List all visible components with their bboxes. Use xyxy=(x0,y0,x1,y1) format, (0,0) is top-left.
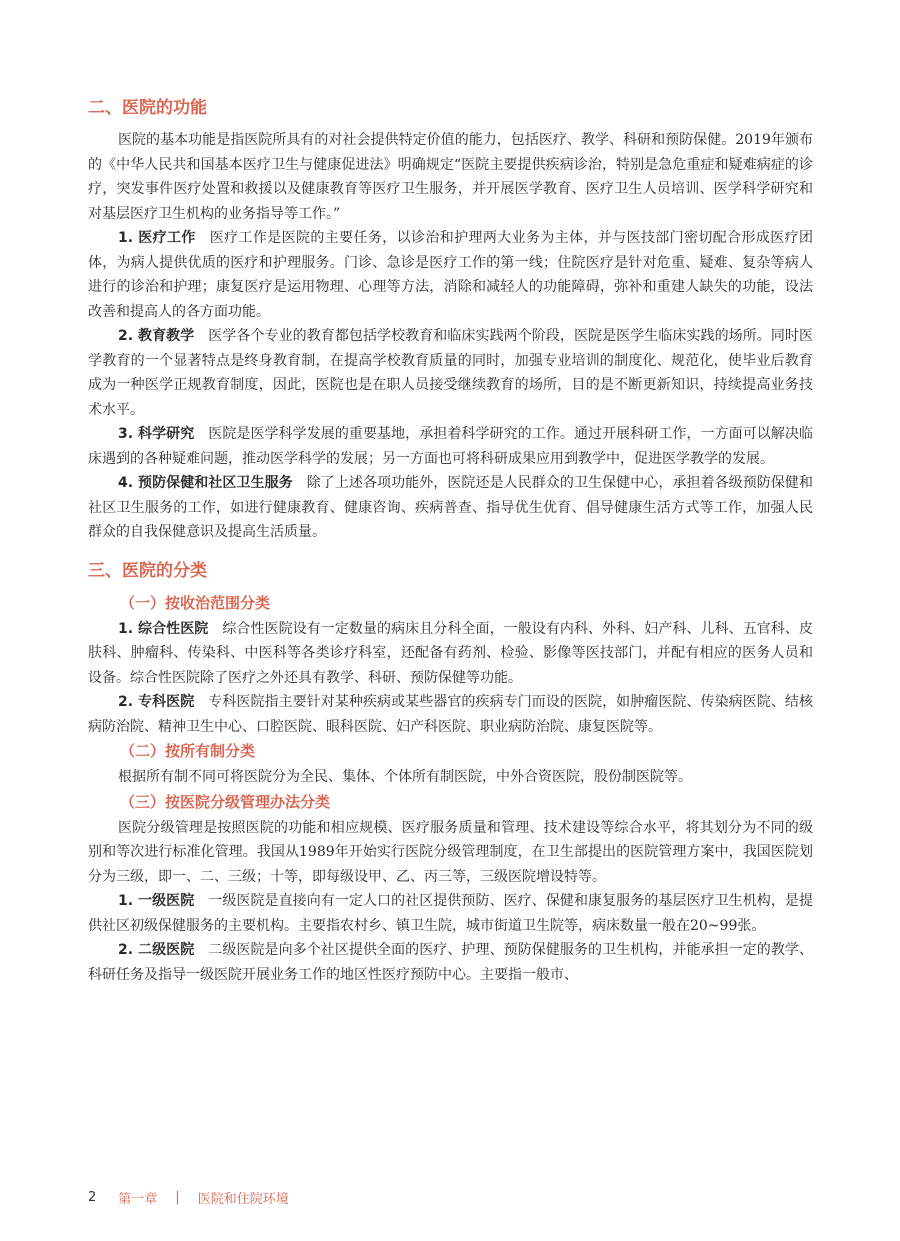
subsection-title-scope: （一）按收治范围分类 xyxy=(120,593,271,612)
subsection-title-grading: （三）按医院分级管理办法分类 xyxy=(120,792,331,811)
item-text: 除了上述各项功能外，医院还是人民群众的卫生保健中心，承担着各级预防保健和社区卫生服务的工作，如进行健康教育、健康咨询、疾病普查、指导优生优育、倡导健康生活方式等工作，加强人民群众的自我保健意识及提高生活质量。 xyxy=(88,475,813,540)
paragraph-ownership: 根据所有制不同可将医院分为全民、集体、个体所有制医院，中外合资医院，股份制医院等。 xyxy=(118,769,692,785)
paragraph-grading-intro: 医院分级管理是按照医院的功能和相应规模、医疗服务质量和管理、技术建设等综合水平，将其划分为不同的级别和等次进行标准化管理。我国从1989年开始实行医院分级管理制度，在卫生部提出的医院管理方案中，我国医院划分为三级，即一、二、三级；十等，即每级设甲、乙、丙三等，三级医院增设特等。 xyxy=(88,819,813,885)
page-footer xyxy=(88,1188,289,1207)
subsection-title-ownership: （二）按所有制分类 xyxy=(120,742,256,760)
document-page xyxy=(88,96,813,987)
item-text: 医疗工作是医院的主要任务，以诊治和护理两大业务为主体，并与医技部门密切配合形成医疗团体，为病人提供优质的医疗和护理服务。门诊、急诊是医疗工作的第一线；住院医疗是针对危重、疑难、复杂等病人进行的诊治和护理；康复医疗是运用物理、心理等方法，消除和减轻人的功能障碍，弥补和重建人缺失的功能，设法改善和提高人的各方面功能。 xyxy=(88,230,814,320)
paragraph-item xyxy=(88,690,813,739)
paragraph-item xyxy=(88,938,813,987)
item-text: 专科医院指主要针对某种疾病或某些器官的疾病专门而设的医院，如肿瘤医院、传染病医院、结核病防治院、精神卫生中心、口腔医院、眼科医院、妇产科医院、职业病防治院、康复医院等。 xyxy=(88,694,813,735)
paragraph-intro: 医院的基本功能是指医院所具有的对社会提供特定价值的能力，包括医疗、教学、科研和预防保健。2019年颁布的《中华人民共和国基本医疗卫生与健康促进法》明确规定“医院主要提供疾病诊治，特别是急危重症和疑难病症的诊疗，突发事件医疗处置和救援以及健康教育等医疗卫生服务，并开展医学教育、医疗卫生人员培训、医学科学研究和对基层医疗卫生机构的业务指导等工作。” xyxy=(88,132,813,222)
chapter-title: 医院和住院环境 xyxy=(197,1192,289,1207)
item-lead: 2. 二级医院 xyxy=(118,942,195,958)
chapter-label: 第一章 xyxy=(118,1192,158,1207)
item-lead: 1. 综合性医院 xyxy=(118,620,209,637)
item-lead: 2. 专科医院 xyxy=(118,694,195,710)
section-title-functions: 二、医院的功能 xyxy=(88,98,207,118)
item-text: 二级医院是向多个社区提供全面的医疗、护理、预防保健服务的卫生机构，并能承担一定的教学、科研任务及指导一级医院开展业务工作的地区性医疗预防中心。主要指一般市、 xyxy=(88,942,813,983)
page-number: 2 xyxy=(88,1190,97,1205)
paragraph-item xyxy=(88,422,813,471)
item-text: 综合性医院设有一定数量的病床且分科全面，一般设有内科、外科、妇产科、儿科、五官科、皮肤科、肿瘤科、传染科、中医科等各类诊疗科室，还配备有药剂、检验、影像等医技部门，并配有相应的医务人员和设备。综合性医院除了医疗之外还具有教学、科研、预防保健等功能。 xyxy=(88,620,813,686)
item-lead: 3. 科学研究 xyxy=(118,426,195,442)
item-lead: 2. 教育教学 xyxy=(118,328,195,344)
item-lead: 4. 预防保健和社区卫生服务 xyxy=(118,475,293,491)
item-text: 一级医院是直接向有一定人口的社区提供预防、医疗、保健和康复服务的基层医疗卫生机构，是提供社区初级保健服务的主要机构。主要指农村乡、镇卫生院，城市街道卫生院等，病床数量一般在20~99张。 xyxy=(88,893,813,934)
item-text: 医学各个专业的教育都包括学校教育和临床实践两个阶段，医院是医学生临床实践的场所。同时医学教育的一个显著特点是终身教育制，在提高学校教育质量的同时，加强专业培训的制度化、规范化，使毕业后教育成为一种医学正规教育制度，因此，医院也是在职人员接受继续教育的场所，目的是不断更新知识，持续提高业务技术水平。 xyxy=(88,328,813,418)
paragraph-item xyxy=(88,324,813,422)
item-text: 医院是医学科学发展的重要基地，承担着科学研究的工作。通过开展科研工作，一方面可以解决临床遇到的各种疑难问题，推动医学科学的发展；另一方面也可将科研成果应用到教学中，促进医学教学的发展。 xyxy=(88,426,813,467)
paragraph-item xyxy=(88,471,813,545)
item-lead: 1. 一级医院 xyxy=(118,893,195,909)
paragraph-item xyxy=(88,226,813,324)
section-title-classification: 三、医院的分类 xyxy=(88,560,207,581)
paragraph-item xyxy=(88,617,813,691)
paragraph-item xyxy=(88,889,813,938)
item-lead: 1. 医疗工作 xyxy=(118,230,196,246)
footer-divider: | xyxy=(175,1190,180,1205)
